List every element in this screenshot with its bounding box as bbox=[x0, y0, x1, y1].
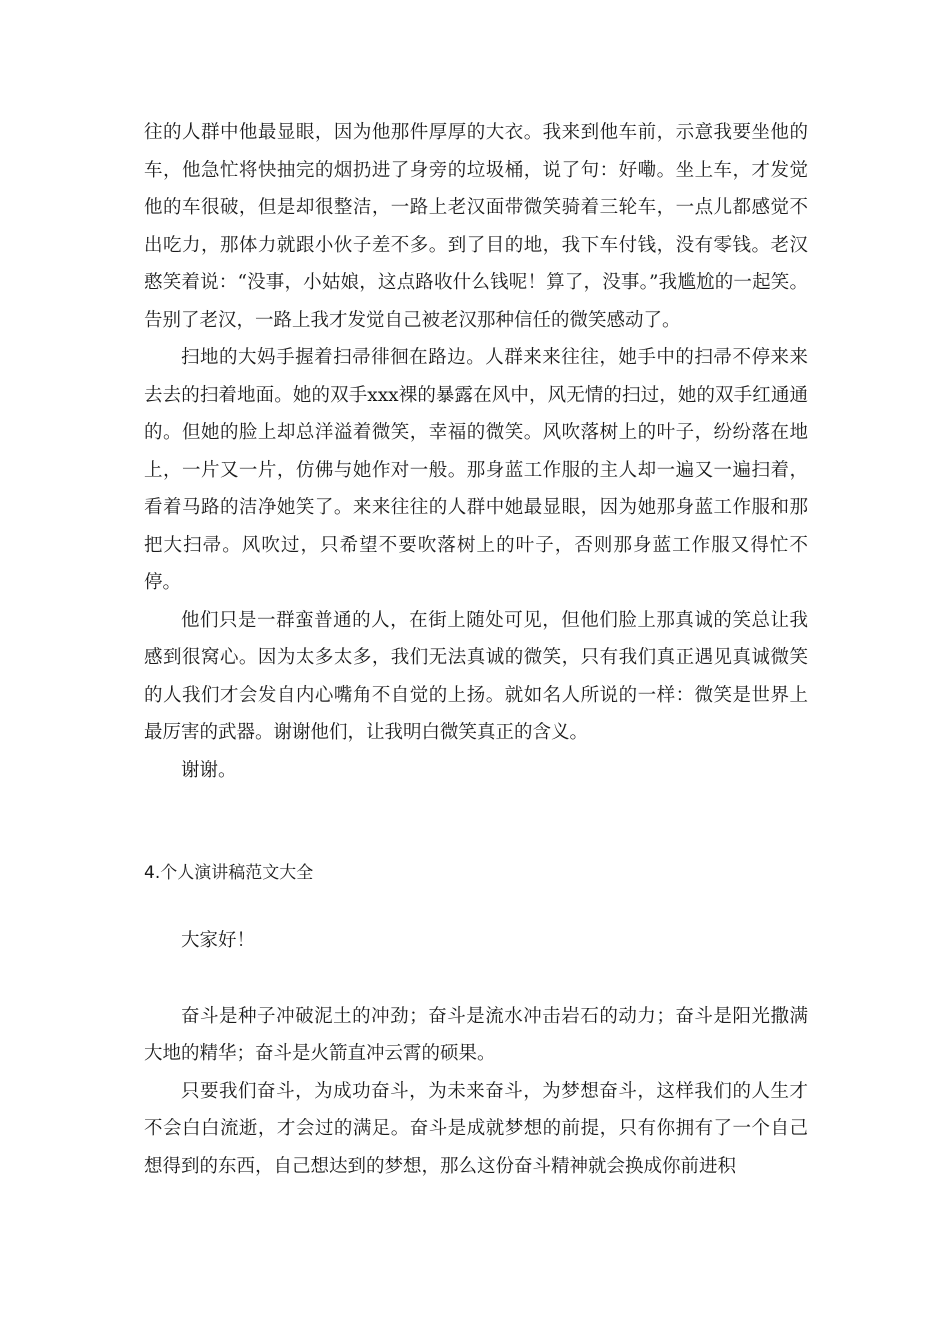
heading-spacer bbox=[144, 892, 808, 922]
paragraph-street-sweeper: 扫地的大妈手握着扫帚徘徊在路边。人群来来往往，她手中的扫帚不停来来去去的扫着地面。她的双手xxx裸的暴露在风中，风无情的扫过，她的双手红通通的。但她的脸上却总洋溢着微笑，幸福的微笑。风吹落树上的叶子，纷纷落在地上，一片又一片，仿佛与她作对一般。那身蓝工作服的主人却一遍又一遍扫着，看着马路的洁净她笑了。来来往往的人群中她最显眼，因为她那身蓝工作服和那把大扫帚。风吹过，只希望不要吹落树上的叶子，否则那身蓝工作服又得忙不停。 bbox=[144, 347, 808, 593]
greeting-spacer bbox=[144, 960, 808, 998]
speech-greeting: 大家好！ bbox=[181, 930, 256, 951]
document-body bbox=[144, 114, 808, 1185]
paragraph-old-man: 往的人群中他最显眼，因为他那件厚厚的大衣。我来到他车前，示意我要坐他的车，他急忙将快抽完的烟扔进了身旁的垃圾桶，说了句：好嘞。坐上车，才发觉他的车很破，但是却很整洁，一路上老汉面带微笑骑着三轮车，一点儿都感觉不出吃力，那体力就跟小伙子差不多。到了目的地，我下车付钱，没有零钱。老汉憨笑着说：“没事，小姑娘，这点路收什么钱呢！算了，没事。”我尴尬的一起笑。告别了老汉，一路上我才发觉自己被老汉那种信任的微笑感动了。 bbox=[144, 122, 808, 331]
paragraph-sincere-smile: 他们只是一群蛮普通的人，在街上随处可见，但他们脸上那真诚的笑总让我感到很窝心。因为太多太多，我们无法真诚的微笑，只有我们真正遇见真诚微笑的人我们才会发自内心嘴角不自觉的上扬。就如名人所说的一样：微笑是世界上最厉害的武器。谢谢他们，让我明白微笑真正的含义。 bbox=[144, 609, 808, 743]
section-spacer bbox=[144, 789, 808, 855]
paragraph-thanks: 谢谢。 bbox=[181, 759, 237, 781]
paragraph-struggle-metaphors: 奋斗是种子冲破泥土的冲劲；奋斗是流水冲击岩石的动力；奋斗是阳光撒满大地的精华；奋斗是火箭直冲云霄的硕果。 bbox=[144, 1005, 808, 1064]
paragraph-struggle-dreams: 只要我们奋斗，为成功奋斗，为未来奋斗，为梦想奋斗，这样我们的人生才不会白白流逝，才会过的满足。奋斗是成就梦想的前提，只有你拥有了一个自己想得到的东西，自己想达到的梦想，那么这份奋斗精神就会换成你前进积 bbox=[144, 1080, 808, 1177]
section-heading: 4.个人演讲稿范文大全 bbox=[144, 863, 314, 883]
